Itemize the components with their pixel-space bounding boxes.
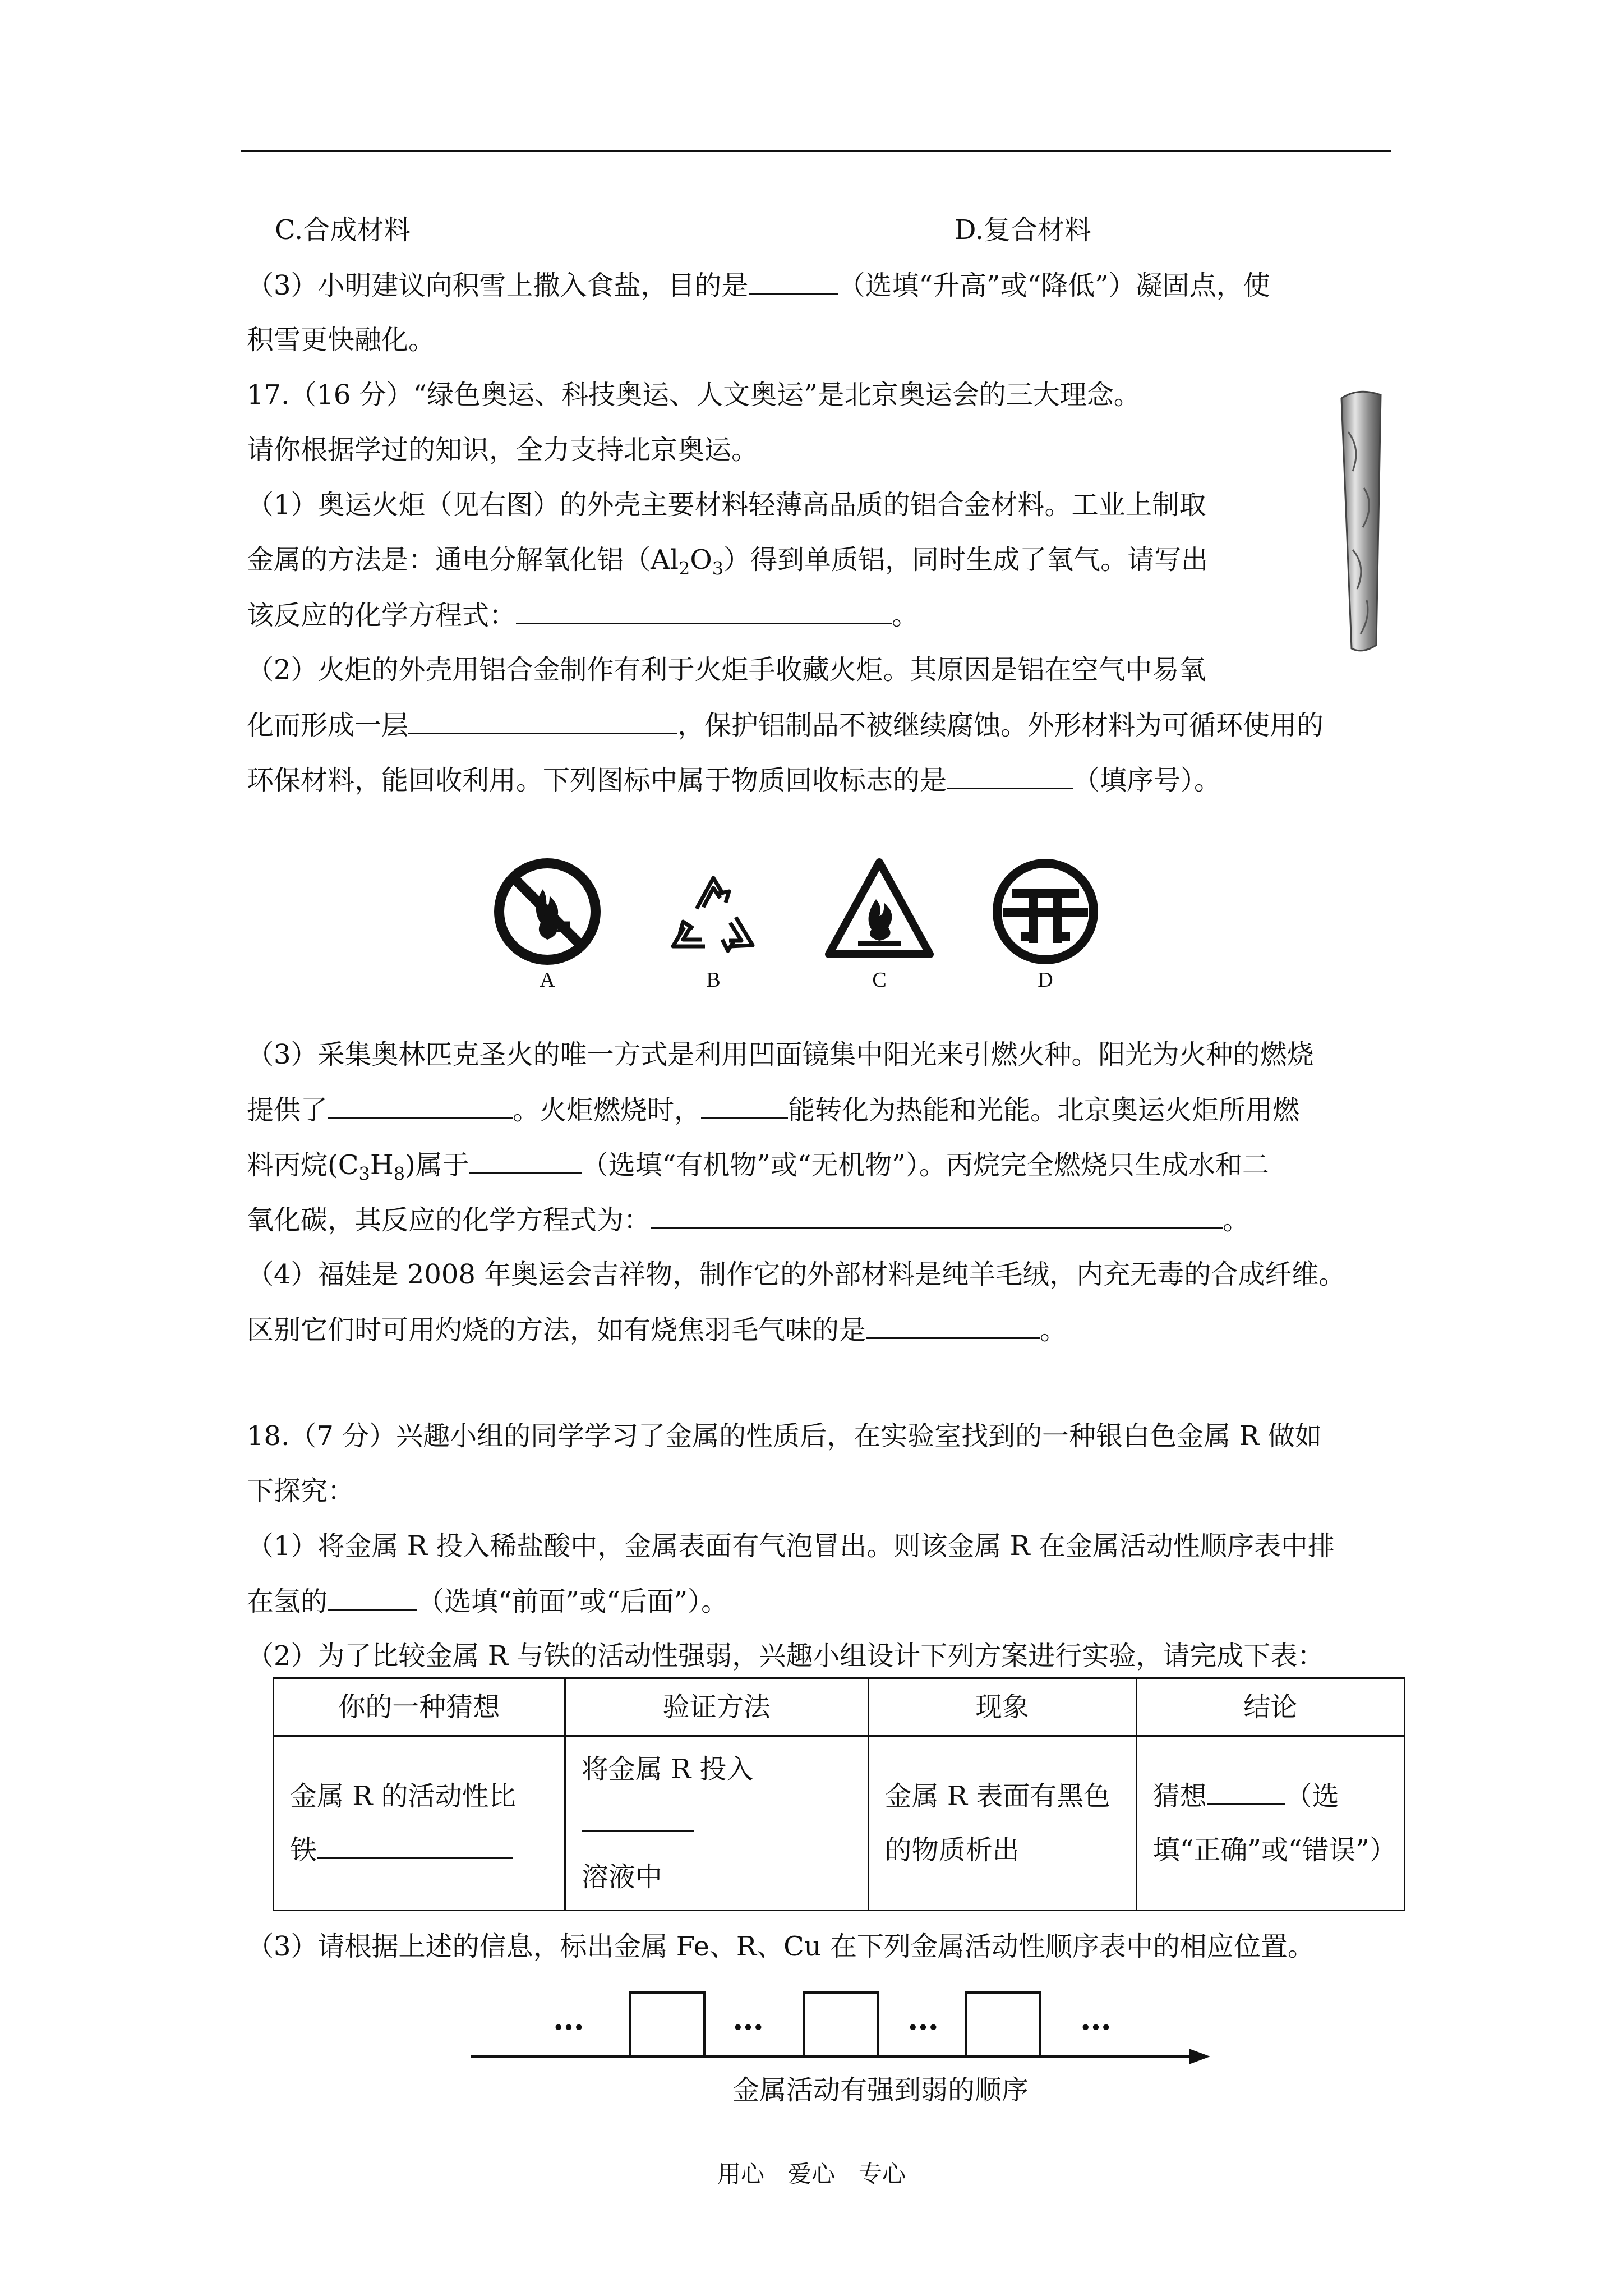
answer-blank[interactable]	[701, 1093, 788, 1119]
table-header: 验证方法	[565, 1678, 868, 1736]
page-footer: 用心 爱心 专心	[717, 2160, 906, 2188]
ellipsis: …	[1080, 2000, 1114, 2037]
method-cell: 将金属 R 投入 溶液中	[565, 1736, 868, 1911]
round-symbol-sign-icon	[989, 855, 1101, 968]
q18-2-line1: （2）为了比较金属 R 与铁的活动性强弱，兴趣小组设计下列方案进行实验，请完成下表：	[247, 1640, 1325, 1672]
q16-3-line2: 积雪更快融化。	[247, 324, 436, 356]
q17-1-line3: 该反应的化学方程式： 。	[247, 598, 919, 632]
answer-blank[interactable]	[866, 1313, 1040, 1339]
q17-3-line3: 料丙烷$(C_3H_8)$属于 （选填“有机物”或“无机物”）。丙烷完全燃烧只生成水和二	[247, 1148, 1269, 1182]
q18-1-line2: 在氢的 （选填“前面”或“后面”）。	[247, 1584, 728, 1618]
arrow-label: 金属活动有强到弱的顺序	[732, 2074, 1029, 2106]
q17-3-line2: 提供了 。火炬燃烧时， 能转化为热能和光能。北京奥运火炬所用燃	[247, 1093, 1299, 1127]
q18-3-line1: （3）请根据上述的信息，标出金属 Fe、R、Cu 在下列金属活动性顺序表中的相应位置。	[247, 1931, 1315, 1962]
sign-label-d: D	[1038, 968, 1053, 992]
q17-line2: 请你根据学过的知识，全力支持北京奥运。	[247, 434, 759, 466]
header-rule	[241, 150, 1391, 152]
recycle-sign-icon	[657, 855, 769, 968]
answer-blank[interactable]	[749, 268, 838, 295]
table-header: 现象	[868, 1678, 1136, 1736]
q17-1-line2: 金属的方法是：通电分解氧化铝$(Al_2O_3)$得到单质铝，同时生成了氧气。请写出	[247, 544, 1209, 579]
q17-3-line1: （3）采集奥林匹克圣火的唯一方式是利用凹面镜集中阳光来引燃火种。阳光为火种的燃烧	[247, 1039, 1314, 1070]
q18-title: 18.（7 分）兴趣小组的同学学习了金属的性质后，在实验室找到的一种银白色金属 R 做如	[247, 1420, 1322, 1452]
ellipsis: …	[553, 2000, 587, 2037]
answer-blank[interactable]	[1207, 1779, 1285, 1805]
sign-label-a: A	[540, 968, 555, 992]
q17-4-line1: （4）福娃是 2008 年奥运会吉祥物，制作它的外部材料是纯羊毛绒，内充无毒的合成纤维。	[247, 1259, 1346, 1290]
q18-line2: 下探究：	[247, 1475, 355, 1507]
table-row	[274, 1736, 1405, 1911]
answer-blank[interactable]	[328, 1584, 417, 1611]
q17-2-line2: 化而形成一层 ，保护铝制品不被继续腐蚀。外形材料为可循环使用的	[247, 708, 1324, 742]
equation-blank[interactable]	[651, 1203, 1223, 1229]
option-d: D.复合材料	[955, 214, 1092, 246]
q17-3-line4: 氧化碳，其反应的化学方程式为： 。	[247, 1203, 1249, 1237]
experiment-table	[273, 1677, 1405, 1911]
q18-1-line1: （1）将金属 R 投入稀盐酸中，金属表面有气泡冒出。则该金属 R 在金属活动性顺序表中排	[247, 1530, 1335, 1562]
answer-blank[interactable]	[469, 1148, 582, 1174]
activity-arrow	[471, 2045, 1211, 2068]
table-header-row	[274, 1678, 1405, 1736]
equation-blank[interactable]	[516, 598, 892, 624]
q17-2-line3: 环保材料，能回收利用。下列图标中属于物质回收标志的是 （填序号）。	[247, 763, 1221, 797]
answer-blank[interactable]	[328, 1093, 513, 1119]
ellipsis: …	[732, 2000, 766, 2037]
q17-4-line2: 区别它们时可用灼烧的方法，如有烧焦羽毛气味的是 。	[247, 1313, 1067, 1347]
flammable-warning-icon	[823, 855, 935, 968]
answer-blank[interactable]	[317, 1833, 513, 1859]
sign-label-b: B	[706, 968, 721, 992]
sign-label-c: C	[872, 968, 887, 992]
ellipsis: …	[907, 2000, 941, 2037]
hypothesis-cell: 金属 R 的活动性比 铁	[274, 1736, 565, 1911]
answer-blank[interactable]	[947, 763, 1073, 789]
conclusion-cell: 猜想 （选填“正确”或“错误”）	[1136, 1736, 1404, 1911]
no-fire-sign-icon	[491, 855, 603, 968]
answer-blank[interactable]	[582, 1806, 694, 1832]
q17-2-line1: （2）火炬的外壳用铝合金制作有利于火炬手收藏火炬。其原因是铝在空气中易氧	[247, 654, 1206, 685]
phenomenon-cell: 金属 R 表面有黑色的物质析出	[868, 1736, 1136, 1911]
q16-3-line1: （3）小明建议向积雪上撒入食盐，目的是 （选填“升高”或“降低”）凝固点，使	[247, 268, 1270, 302]
option-c: C.合成材料	[275, 214, 411, 246]
answer-blank[interactable]	[408, 708, 677, 734]
table-header: 结论	[1136, 1678, 1404, 1736]
olympic-torch-image	[1336, 387, 1386, 656]
table-header: 你的一种猜想	[274, 1678, 565, 1736]
q17-title: 17.（16 分）“绿色奥运、科技奥运、人文奥运”是北京奥运会的三大理念。	[247, 379, 1141, 411]
q17-1-line1: （1）奥运火炬（见右图）的外壳主要材料轻薄高品质的铝合金材料。工业上制取	[247, 489, 1206, 521]
